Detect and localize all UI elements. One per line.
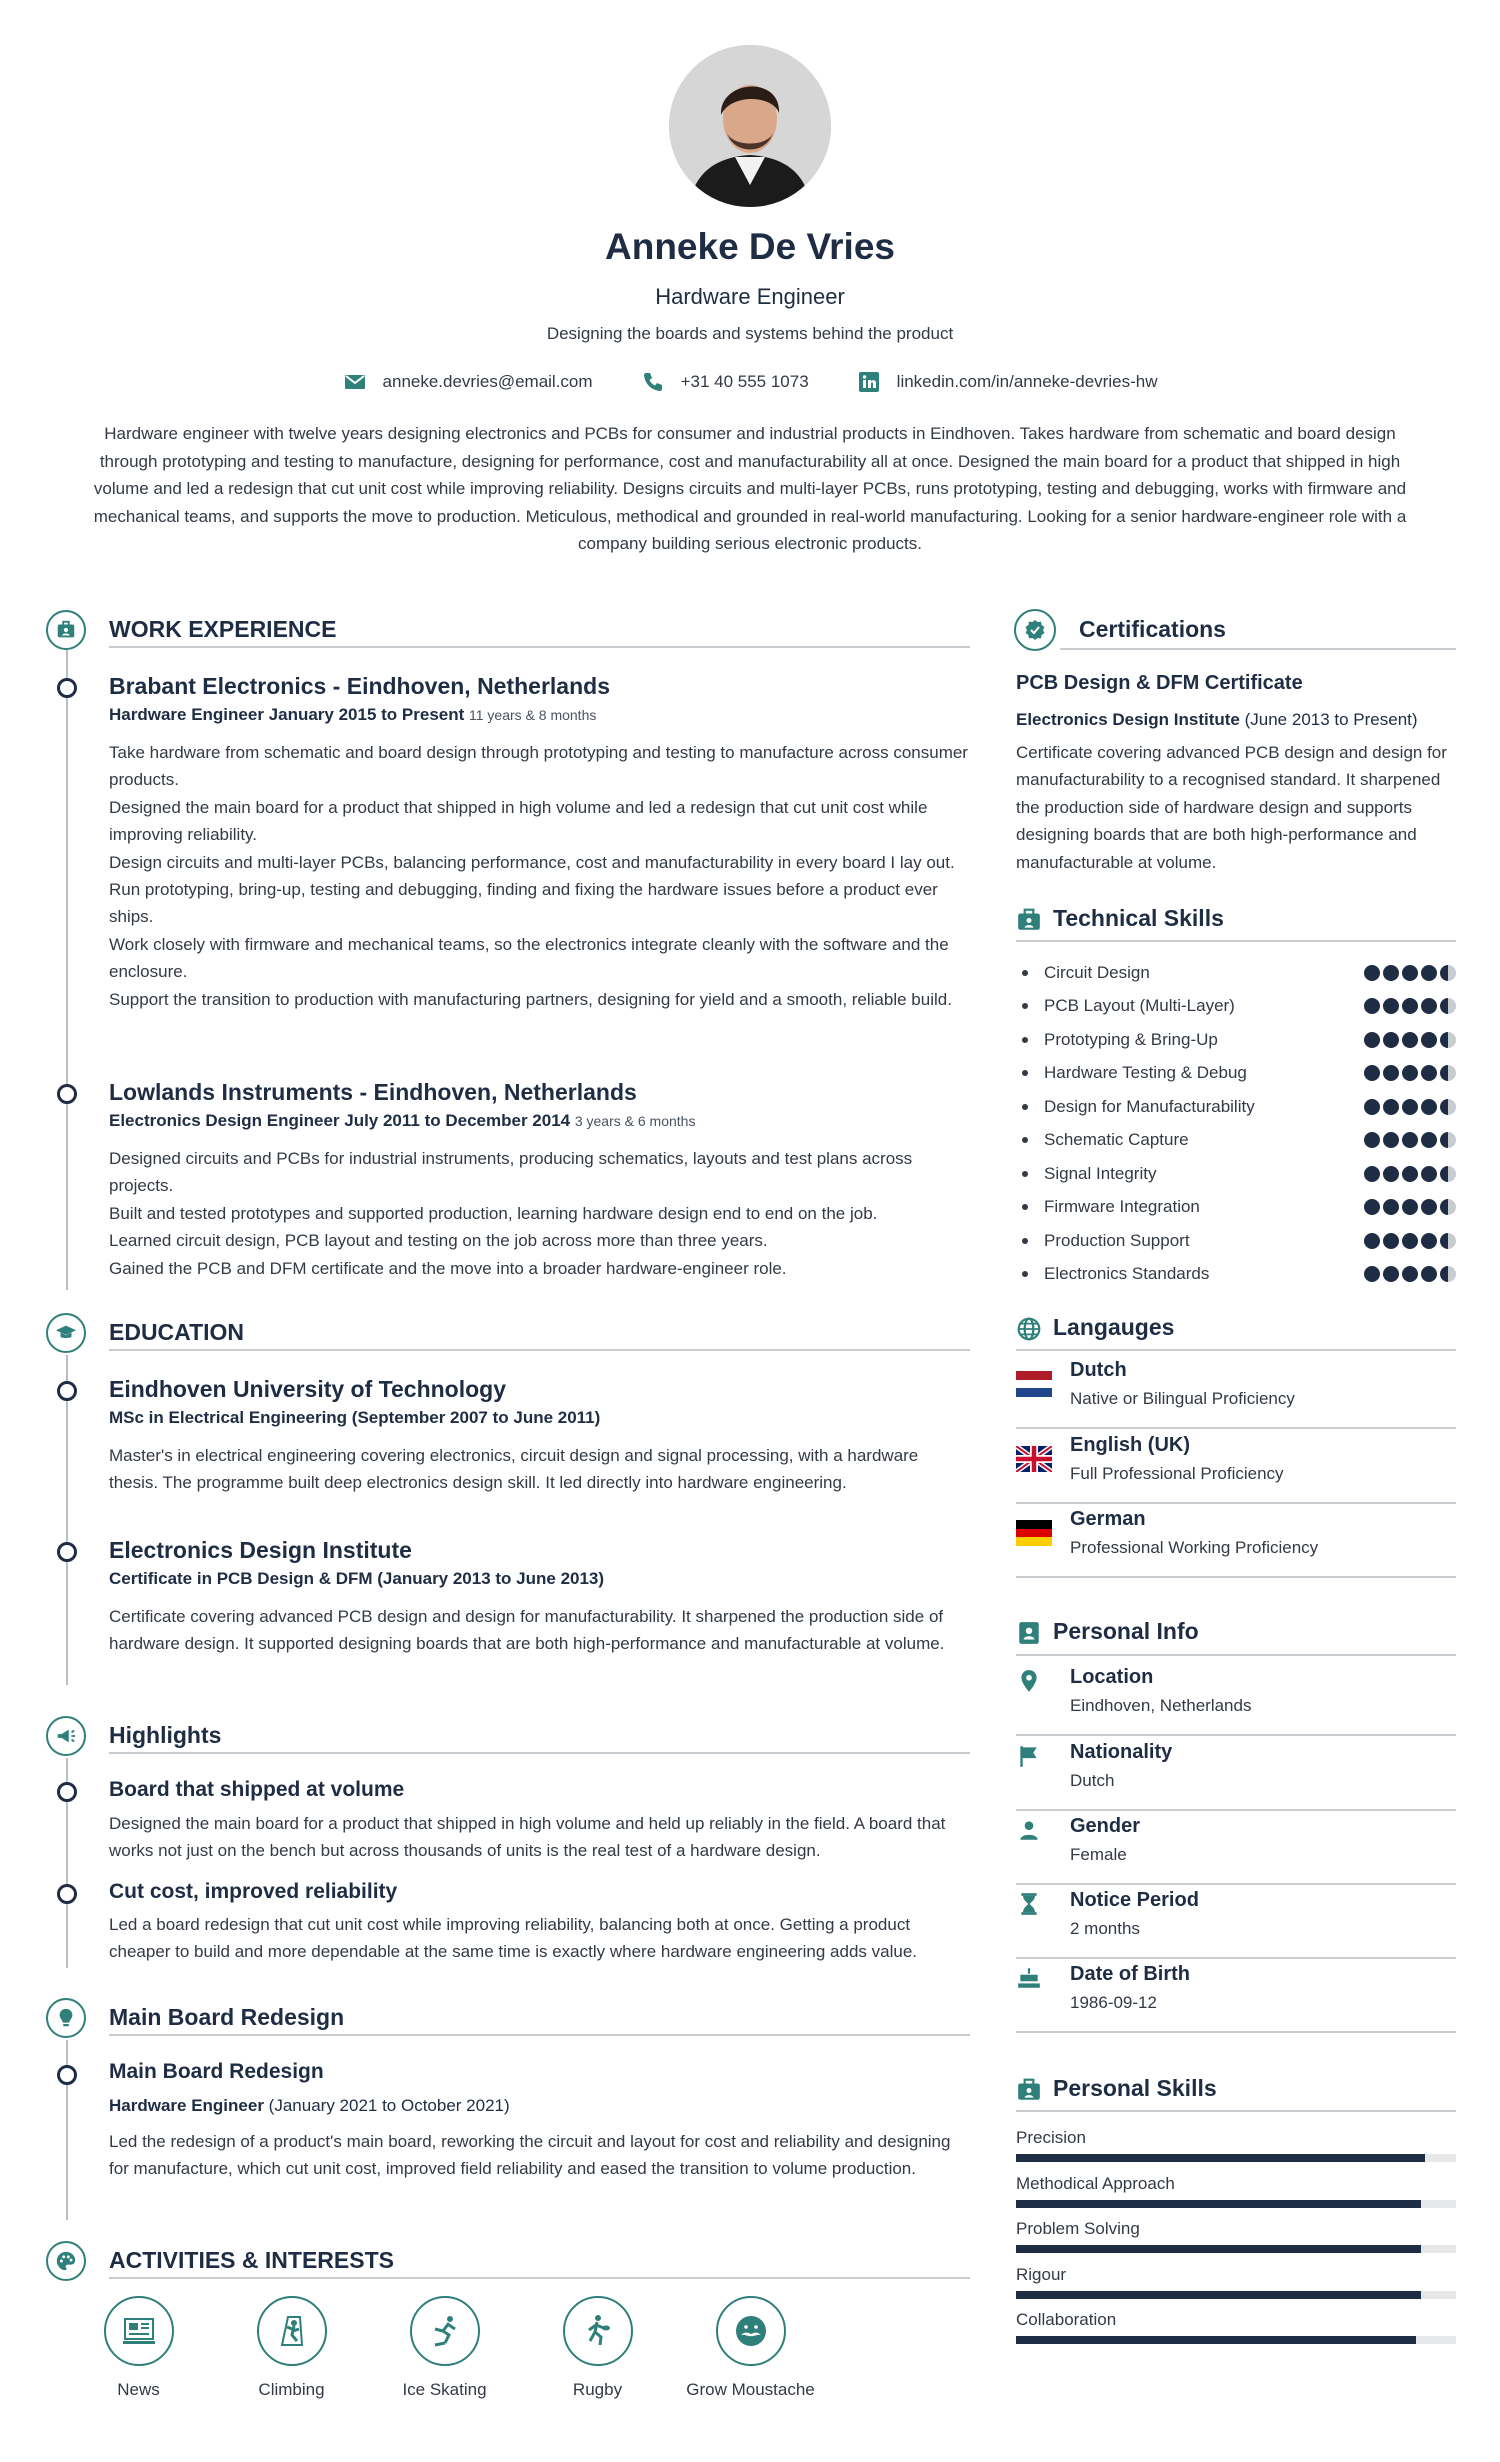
interest-item: [62, 2296, 215, 2400]
personal-info-label: Date of Birth: [1070, 1963, 1190, 1985]
rating-dot: [1383, 1166, 1399, 1182]
personal-info-item: [1016, 1885, 1456, 1959]
job-bullet: Work closely with firmware and mechanical teams, so the electronics integrate cleanly with the software and the enclosure.: [109, 934, 949, 982]
personal-info-item: [1016, 1662, 1456, 1736]
rating-dot: [1402, 1099, 1418, 1115]
skill-rating: [1364, 1166, 1456, 1182]
rating-dot: [1383, 1199, 1399, 1215]
technical-skill-name: Electronics Standards: [1044, 1264, 1210, 1283]
job-bullet: Designed the main board for a product that shipped in high volume and led a redesign that cut unit cost while improving reliability.: [109, 797, 928, 845]
technical-skill-name: Schematic Capture: [1044, 1130, 1189, 1149]
rating-dot: [1402, 1065, 1418, 1081]
globe-icon: [1016, 1316, 1042, 1342]
section-title-personal-skills: Personal Skills: [1053, 2075, 1217, 2101]
bullet: [1022, 1137, 1028, 1143]
education-dates: (January 2013 to June 2013): [372, 1569, 605, 1588]
interest-item: [521, 2296, 674, 2400]
rating-dot: [1440, 998, 1456, 1014]
job-title: Hardware Engineer: [655, 284, 845, 309]
rating-dot: [1421, 1065, 1437, 1081]
highlight-description: Led a board redesign that cut unit cost while improving reliability, balancing both at once. Getting a product cheaper to build and more dependable at the same time is exactly where hardware engineering adds value.: [109, 1915, 917, 1962]
personal-info-label: Gender: [1070, 1815, 1141, 1837]
rating-dot: [1383, 1266, 1399, 1282]
uk-flag-icon: [1016, 1446, 1052, 1472]
rating-dot: [1364, 1132, 1380, 1148]
contact-bar: [0, 370, 1500, 394]
rating-dot: [1440, 1166, 1456, 1182]
rating-dot: [1364, 1032, 1380, 1048]
certification-issuer-line: [1016, 706, 1456, 733]
technical-skill-name: Production Support: [1044, 1230, 1190, 1250]
skill-bar-track: [1016, 2154, 1456, 2162]
section-title-certifications: Certifications: [1079, 616, 1226, 642]
timeline-line: [66, 1355, 68, 1685]
personal-info-value: 2 months: [1070, 1919, 1140, 1938]
rating-dot: [1440, 1233, 1456, 1249]
job-dates: January 2015 to Present: [263, 705, 469, 724]
rating-dot: [1402, 1166, 1418, 1182]
rating-dot: [1440, 1065, 1456, 1081]
section-title-education: EDUCATION: [109, 1319, 245, 1345]
skill-rating: [1364, 1099, 1456, 1115]
technical-skill-item: [1016, 956, 1456, 989]
project-role: Hardware Engineer: [109, 2096, 264, 2115]
rating-dot: [1364, 1199, 1380, 1215]
rating-dot: [1364, 1266, 1380, 1282]
rating-dot: [1402, 998, 1418, 1014]
activities-icon: [46, 2241, 86, 2281]
skill-rating: [1364, 1065, 1456, 1081]
personal-info-item: [1016, 1737, 1456, 1811]
technical-skill-item: [1016, 1023, 1456, 1056]
skill-bar-fill: [1016, 2336, 1416, 2344]
interest-item: [368, 2296, 521, 2400]
rating-dot: [1440, 965, 1456, 981]
timeline-dot: [57, 1084, 77, 1104]
language-name: Dutch: [1070, 1359, 1127, 1381]
contact-phone[interactable]: [641, 370, 809, 394]
project-icon: [46, 1998, 86, 2038]
contact-linkedin[interactable]: [857, 370, 1158, 394]
section-title-activities: ACTIVITIES & INTERESTS: [109, 2247, 394, 2273]
flag-icon: [1016, 1743, 1042, 1769]
email-text[interactable]: anneke.devries@email.com: [382, 372, 593, 391]
rating-dot: [1364, 1099, 1380, 1115]
technical-skill-item: [1016, 1224, 1456, 1257]
personal-skill-item: [1016, 2265, 1456, 2299]
rating-dot: [1364, 1233, 1380, 1249]
personal-info-icon: [1016, 1620, 1042, 1646]
rating-dot: [1383, 965, 1399, 981]
highlights-icon: [46, 1716, 86, 1756]
rating-dot: [1440, 1099, 1456, 1115]
rating-dot: [1402, 1233, 1418, 1249]
technical-skill-item: [1016, 1090, 1456, 1123]
profile-photo: [669, 45, 831, 207]
rating-dot: [1440, 1199, 1456, 1215]
skill-bar-track: [1016, 2245, 1456, 2253]
language-name: English (UK): [1070, 1434, 1190, 1456]
interest-label: Rugby: [572, 2380, 623, 2399]
section-divider: [1016, 940, 1456, 942]
skill-bar-track: [1016, 2200, 1456, 2208]
hourglass-icon: [1016, 1891, 1042, 1917]
moustache-icon: [731, 2311, 771, 2351]
bullet: [1022, 1104, 1028, 1110]
skill-rating: [1364, 1032, 1456, 1048]
contact-email[interactable]: [343, 370, 593, 394]
job-bullet: Designed circuits and PCBs for industrial instruments, producing schematics, layouts and test plans across projects.: [109, 1149, 913, 1196]
language-item: [1016, 1430, 1456, 1504]
personal-skill-item: [1016, 2128, 1456, 2162]
profile-summary: Hardware engineer with twelve years designing electronics and PCBs for consumer and industrial products in Eindhoven. Takes hardware from schematic and board design through prototyping and testing to manufacture, designing for performance, cost and manufacturability all at once. Designed the main board for a product that shipped in high volume and led a redesign that cut unit cost while improving reliability. Designs circuits and multi-layer PCBs, runs prototyping, testing and debugging, works with firmware and mechanical teams, and supports the move to production. Meticulous, methodical and grounded in real-world manufacturing. Looking for a senior hardware-engineer role with a company building serious electronic products.: [93, 424, 1407, 553]
job-bullet: Design circuits and multi-layer PCBs, balancing performance, cost and manufacturability in every board I lay out.: [109, 852, 955, 872]
personal-info-label: Location: [1070, 1666, 1154, 1688]
rating-dot: [1421, 1099, 1437, 1115]
skill-bar-track: [1016, 2336, 1456, 2344]
certifications-icon: [1014, 609, 1056, 651]
rating-dot: [1383, 1233, 1399, 1249]
rating-dot: [1421, 1233, 1437, 1249]
netherlands-flag-icon: [1016, 1371, 1052, 1397]
technical-skill-name: Hardware Testing & Debug: [1044, 1063, 1247, 1082]
job-bullet: Take hardware from schematic and board design through prototyping and testing to manufacture across consumer products.: [109, 743, 968, 790]
personal-skill-item: [1016, 2310, 1456, 2344]
personal-skill-item: [1016, 2174, 1456, 2208]
technical-skill-name: Design for Manufacturability: [1044, 1096, 1255, 1116]
certification-issuer: Electronics Design Institute: [1016, 710, 1240, 729]
education-school: Eindhoven University of Technology: [109, 1376, 507, 1402]
personal-skill-name: Methodical Approach: [1016, 2173, 1175, 2193]
bullet: [1022, 1271, 1028, 1277]
education-degree-line: [109, 1569, 604, 1589]
job-role: Hardware Engineer: [109, 705, 264, 724]
germany-flag-icon: [1016, 1520, 1052, 1546]
project-item-title: Main Board Redesign: [109, 2060, 324, 2083]
job-bullet: Learned circuit design, PCB layout and testing on the job across more than three years.: [109, 1231, 768, 1251]
section-divider: [109, 2034, 970, 2036]
personal-skill-name: Precision: [1016, 2128, 1086, 2147]
highlight-description: Designed the main board for a product that shipped in high volume and held up reliably in the field. A board that works not just on the bench but across thousands of units is the real test of a hardware design.: [109, 1814, 946, 1861]
skill-bar-fill: [1016, 2291, 1421, 2299]
bullet: [1022, 1238, 1028, 1244]
interest-label: News: [117, 2380, 160, 2399]
job-description: [109, 1145, 971, 1282]
skill-rating: [1364, 1199, 1456, 1215]
rating-dot: [1402, 1132, 1418, 1148]
rating-dot: [1402, 965, 1418, 981]
timeline-dot: [57, 1542, 77, 1562]
job-company: Brabant Electronics - Eindhoven, Netherlands: [109, 673, 610, 699]
technical-skill-name: Firmware Integration: [1044, 1197, 1200, 1216]
education-school: Electronics Design Institute: [109, 1537, 412, 1563]
personal-info-value: Dutch: [1070, 1771, 1115, 1790]
project-dates: (January 2021 to October 2021): [263, 2096, 510, 2115]
personal-info-value: Eindhoven, Netherlands: [1070, 1696, 1252, 1715]
job-bullet: Built and tested prototypes and supported production, learning hardware design end to end on the job.: [109, 1203, 878, 1223]
technical-skill-item: [1016, 990, 1456, 1023]
personal-skill-name: Problem Solving: [1016, 2219, 1140, 2238]
technical-skill-name: Signal Integrity: [1044, 1163, 1157, 1183]
personal-info-label: Nationality: [1070, 1741, 1173, 1763]
location-pin-icon: [1016, 1668, 1042, 1694]
skill-rating: [1364, 1233, 1456, 1249]
education-degree: MSc in Electrical Engineering: [109, 1408, 348, 1427]
news-icon: [119, 2311, 159, 2351]
interest-label: Ice Skating: [402, 2380, 487, 2399]
phone-icon: [641, 370, 665, 394]
education-dates: (September 2007 to June 2011): [347, 1408, 601, 1427]
interest-label: Grow Moustache: [686, 2380, 815, 2399]
bullet: [1022, 1204, 1028, 1210]
rating-dot: [1364, 1065, 1380, 1081]
job-bullet: Gained the PCB and DFM certificate and the move into a broader hardware-engineer role.: [109, 1258, 787, 1278]
timeline-dot: [57, 2065, 77, 2085]
rating-dot: [1402, 1032, 1418, 1048]
personal-skill-name: Rigour: [1016, 2264, 1067, 2284]
skill-rating: [1364, 965, 1456, 981]
education-degree: Certificate in PCB Design & DFM: [109, 1569, 373, 1588]
technical-skill-item: [1016, 1157, 1456, 1190]
skill-rating: [1364, 1266, 1456, 1282]
personal-info-item: [1016, 1811, 1456, 1885]
timeline-dot: [57, 1381, 77, 1401]
job-duration: 3 years & 6 months: [574, 1113, 696, 1129]
bullet: [1022, 1070, 1028, 1076]
language-level: Native or Bilingual Proficiency: [1070, 1389, 1295, 1408]
timeline-dot: [57, 1782, 77, 1802]
language-item: [1016, 1355, 1456, 1429]
job-description: [109, 739, 971, 1013]
rating-dot: [1364, 965, 1380, 981]
skill-bar-fill: [1016, 2245, 1421, 2253]
skill-bar-track: [1016, 2291, 1456, 2299]
section-title-languages: Langauges: [1053, 1314, 1175, 1340]
job-bullet: Support the transition to production with manufacturing partners, designing for yield and a smooth, reliable build.: [109, 989, 952, 1009]
phone-text[interactable]: +31 40 555 1073: [680, 372, 809, 391]
project-role-line: [109, 2096, 510, 2116]
project-description: Led the redesign of a product's main board, reworking the circuit and layout for cost and reliability and designing for manufacture, which cut unit cost, improved field reliability and eased the transition to volume production.: [109, 2132, 951, 2179]
section-title-project: Main Board Redesign: [109, 2004, 345, 2030]
job-role-line: [109, 1111, 695, 1131]
section-title-personal-info: Personal Info: [1053, 1618, 1199, 1644]
rating-dot: [1383, 1032, 1399, 1048]
technical-skill-item: [1016, 1057, 1456, 1090]
section-divider: [1016, 2110, 1456, 2112]
personal-skills-icon: [1016, 2077, 1042, 2103]
rating-dot: [1440, 1266, 1456, 1282]
technical-skill-item: [1016, 1124, 1456, 1157]
education-degree-line: [109, 1408, 600, 1428]
person-icon: [1016, 1817, 1042, 1843]
personal-info-value: Female: [1070, 1845, 1127, 1864]
timeline-dot: [57, 1884, 77, 1904]
technical-skills-icon: [1016, 907, 1042, 933]
rating-dot: [1383, 1132, 1399, 1148]
rating-dot: [1421, 1132, 1437, 1148]
bullet: [1022, 1171, 1028, 1177]
personal-info-label: Notice Period: [1070, 1889, 1199, 1911]
skill-bar-fill: [1016, 2154, 1425, 2162]
bullet: [1022, 970, 1028, 976]
email-icon: [343, 370, 367, 394]
timeline-dot: [57, 678, 77, 698]
timeline-line: [66, 650, 68, 1290]
rating-dot: [1421, 1199, 1437, 1215]
candidate-name: Anneke De Vries: [605, 226, 895, 267]
technical-skill-name: PCB Layout (Multi-Layer): [1044, 996, 1235, 1015]
climbing-icon: [272, 2311, 312, 2351]
education-icon: [46, 1313, 86, 1353]
rating-dot: [1383, 1099, 1399, 1115]
rugby-icon: [578, 2311, 618, 2351]
interest-item: [674, 2296, 827, 2400]
certification-description: Certificate covering advanced PCB design and design for manufacturability to a recognised standard. It sharpened the production side of hardware design and supports designing boards that are both high-performance and manufacturable at volume.: [1016, 743, 1447, 872]
highlight-title: Board that shipped at volume: [109, 1778, 405, 1801]
cake-icon: [1016, 1965, 1042, 1991]
section-divider: [109, 1349, 970, 1351]
technical-skill-item: [1016, 1258, 1456, 1291]
linkedin-icon: [857, 370, 881, 394]
job-duration: 11 years & 8 months: [469, 707, 597, 723]
education-description: Certificate covering advanced PCB design and design for manufacturability. It sharpened the production side of hardware design. It supported designing boards that are both high-performance and manufacturable at volume.: [109, 1607, 945, 1654]
section-divider: [109, 646, 970, 648]
skill-rating: [1364, 1132, 1456, 1148]
section-divider: [1016, 1349, 1456, 1351]
highlight-title: Cut cost, improved reliability: [109, 1880, 398, 1903]
personal-info-value: 1986-09-12: [1070, 1993, 1157, 2012]
section-title-highlights: Highlights: [109, 1722, 222, 1748]
section-divider: [1060, 648, 1456, 650]
technical-skill-name: Circuit Design: [1044, 962, 1150, 982]
language-level: Professional Working Proficiency: [1070, 1538, 1319, 1557]
rating-dot: [1364, 1166, 1380, 1182]
rating-dot: [1364, 998, 1380, 1014]
section-divider: [109, 1752, 970, 1754]
job-role: Electronics Design Engineer: [109, 1111, 340, 1130]
tagline: Designing the boards and systems behind the product: [546, 324, 954, 343]
language-item: [1016, 1504, 1456, 1578]
rating-dot: [1421, 1166, 1437, 1182]
skill-rating: [1364, 998, 1456, 1014]
ice-skating-icon: [425, 2311, 465, 2351]
job-company: Lowlands Instruments - Eindhoven, Netherlands: [109, 1079, 637, 1105]
personal-skill-item: [1016, 2219, 1456, 2253]
rating-dot: [1402, 1266, 1418, 1282]
language-level: Full Professional Proficiency: [1070, 1464, 1284, 1483]
section-divider: [109, 2277, 970, 2279]
personal-skill-name: Collaboration: [1016, 2310, 1117, 2329]
rating-dot: [1421, 998, 1437, 1014]
rating-dot: [1402, 1199, 1418, 1215]
language-name: German: [1070, 1508, 1146, 1530]
rating-dot: [1383, 1065, 1399, 1081]
rating-dot: [1421, 1266, 1437, 1282]
interest-label: Climbing: [258, 2380, 325, 2399]
rating-dot: [1421, 965, 1437, 981]
technical-skill-name: Prototyping & Bring-Up: [1044, 1029, 1218, 1049]
section-title-work: WORK EXPERIENCE: [109, 616, 337, 642]
bullet: [1022, 1037, 1028, 1043]
section-divider: [1016, 1654, 1456, 1656]
rating-dot: [1383, 998, 1399, 1014]
education-description: Master's in electrical engineering covering electronics, circuit design and signal processing, with a hardware thesis. The programme built deep electronics design skill. It led directly into hardware engineering.: [109, 1446, 919, 1493]
skill-bar-fill: [1016, 2200, 1421, 2208]
rating-dot: [1421, 1032, 1437, 1048]
interest-item: [215, 2296, 368, 2400]
linkedin-text[interactable]: linkedin.com/in/anneke-devries-hw: [896, 372, 1158, 391]
job-bullet: Run prototyping, bring-up, testing and debugging, finding and fixing the hardware issues before a product ever ships.: [109, 880, 938, 927]
job-role-line: [109, 705, 596, 725]
bullet: [1022, 1003, 1028, 1009]
technical-skill-item: [1016, 1191, 1456, 1224]
certification-name: PCB Design & DFM Certificate: [1016, 672, 1303, 694]
rating-dot: [1440, 1032, 1456, 1048]
rating-dot: [1440, 1132, 1456, 1148]
personal-info-item: [1016, 1959, 1456, 2033]
certification-dates: (June 2013 to Present): [1239, 710, 1418, 729]
section-title-technical-skills: Technical Skills: [1053, 905, 1224, 931]
interests-list: [62, 2296, 827, 2400]
work-experience-icon: [46, 610, 86, 650]
job-dates: July 2011 to December 2014: [339, 1111, 575, 1130]
